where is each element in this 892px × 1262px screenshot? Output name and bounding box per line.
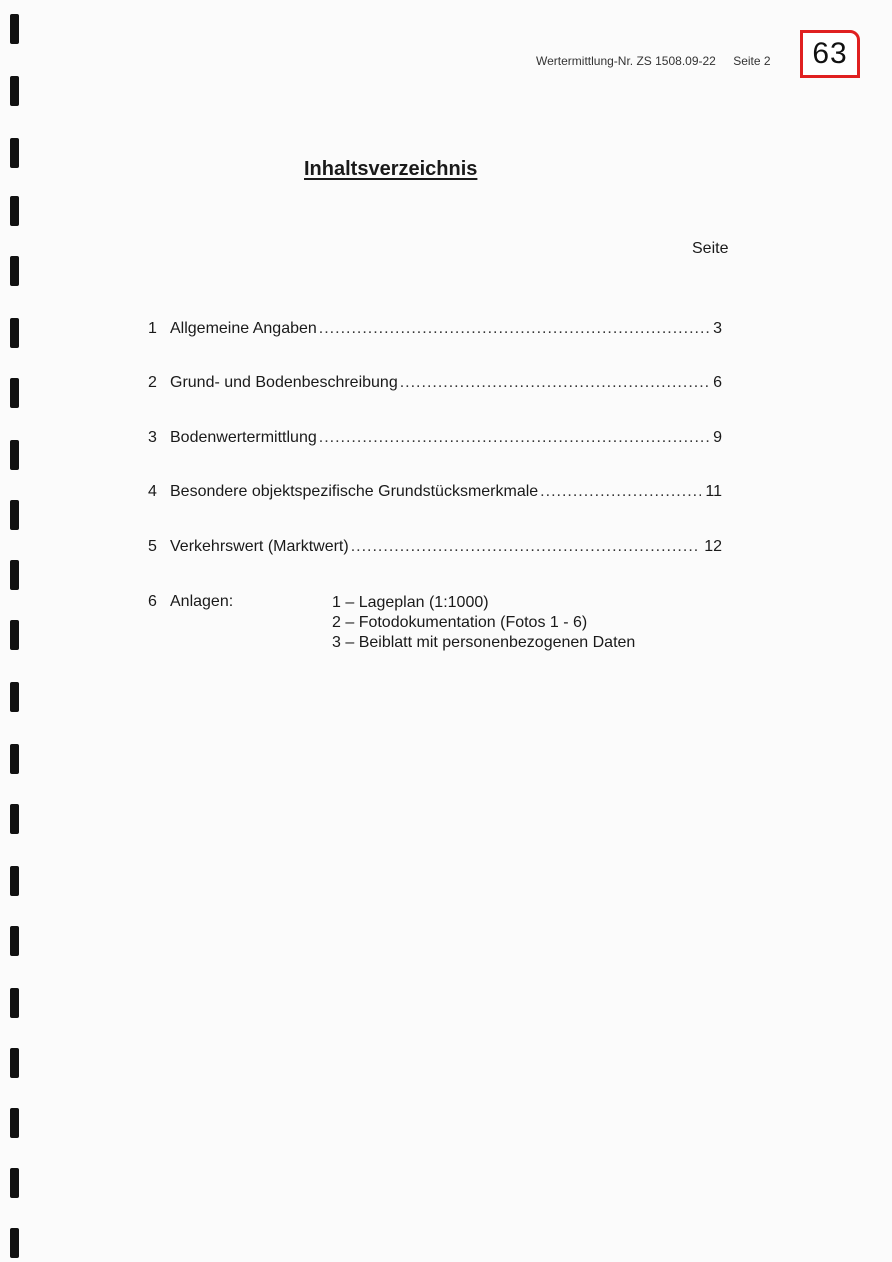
binding-hole xyxy=(10,804,19,834)
binding-hole xyxy=(10,196,19,226)
page-title: Inhaltsverzeichnis xyxy=(304,158,478,180)
page-stamp xyxy=(800,30,860,78)
binding-hole xyxy=(10,744,19,774)
binding-hole xyxy=(10,1228,19,1258)
toc-entry-page: 12 xyxy=(704,538,722,555)
toc-entry xyxy=(148,483,722,503)
toc-leader-dots xyxy=(319,320,709,338)
binding-hole xyxy=(10,988,19,1018)
binding-hole xyxy=(10,1108,19,1138)
toc-entry-number: 4 xyxy=(148,483,157,500)
toc-entry-number: 5 xyxy=(148,538,157,555)
binding-hole xyxy=(10,500,19,530)
toc-entry-page: 11 xyxy=(705,483,722,500)
anlagen-heading xyxy=(148,593,233,611)
binding-hole xyxy=(10,866,19,896)
binding-hole xyxy=(10,926,19,956)
reference-number: Wertermittlung-Nr. ZS 1508.09-22 xyxy=(536,54,716,68)
anlagen-label: Anlagen: xyxy=(170,593,234,610)
anlagen-list xyxy=(332,593,635,653)
binding-hole xyxy=(10,560,19,590)
binding-hole xyxy=(10,378,19,408)
toc-leader-dots xyxy=(540,483,701,501)
toc-entry xyxy=(148,374,722,394)
anlagen-item: 2 – Fotodokumentation (Fotos 1 - 6) xyxy=(332,614,588,631)
toc-leader-dots xyxy=(351,538,701,556)
binding-hole xyxy=(10,14,19,44)
binding-hole xyxy=(10,318,19,348)
toc-entry-label: Verkehrswert (Marktwert) xyxy=(170,538,349,555)
toc-entry-page: 3 xyxy=(713,320,722,337)
toc-entry-page: 6 xyxy=(713,374,722,391)
binding-hole xyxy=(10,1048,19,1078)
binding-hole xyxy=(10,620,19,650)
toc-leader-dots xyxy=(400,374,709,392)
page-column-heading: Seite xyxy=(692,240,729,257)
toc-entry-number: 6 xyxy=(148,593,157,610)
toc-entry xyxy=(148,429,722,449)
toc-entry-page: 9 xyxy=(713,429,722,446)
binding-hole xyxy=(10,256,19,286)
toc-entry xyxy=(148,538,722,558)
binding-hole xyxy=(10,440,19,470)
toc-entry-number: 2 xyxy=(148,374,157,391)
page-header xyxy=(536,54,771,68)
anlagen-item: 1 – Lageplan (1:1000) xyxy=(332,594,489,611)
spiral-binding xyxy=(0,0,30,1262)
binding-hole xyxy=(10,76,19,106)
page-number-label: Seite 2 xyxy=(733,54,771,68)
toc-entry-label: Bodenwertermittlung xyxy=(170,429,317,446)
toc-entry-number: 3 xyxy=(148,429,157,446)
anlagen-item: 3 – Beiblatt mit personenbezogenen Daten xyxy=(332,634,636,651)
toc-entry-label: Allgemeine Angaben xyxy=(170,320,317,337)
toc-entry-label: Grund- und Bodenbeschreibung xyxy=(170,374,398,391)
toc-entry-label: Besondere objektspezifische Grundstücksmerkmale xyxy=(170,483,539,500)
stamp-number: 63 xyxy=(812,37,848,70)
binding-hole xyxy=(10,1168,19,1198)
toc-leader-dots xyxy=(319,429,709,447)
toc-entry-number: 1 xyxy=(148,320,157,337)
toc-entry xyxy=(148,320,722,340)
binding-hole xyxy=(10,138,19,168)
binding-hole xyxy=(10,682,19,712)
